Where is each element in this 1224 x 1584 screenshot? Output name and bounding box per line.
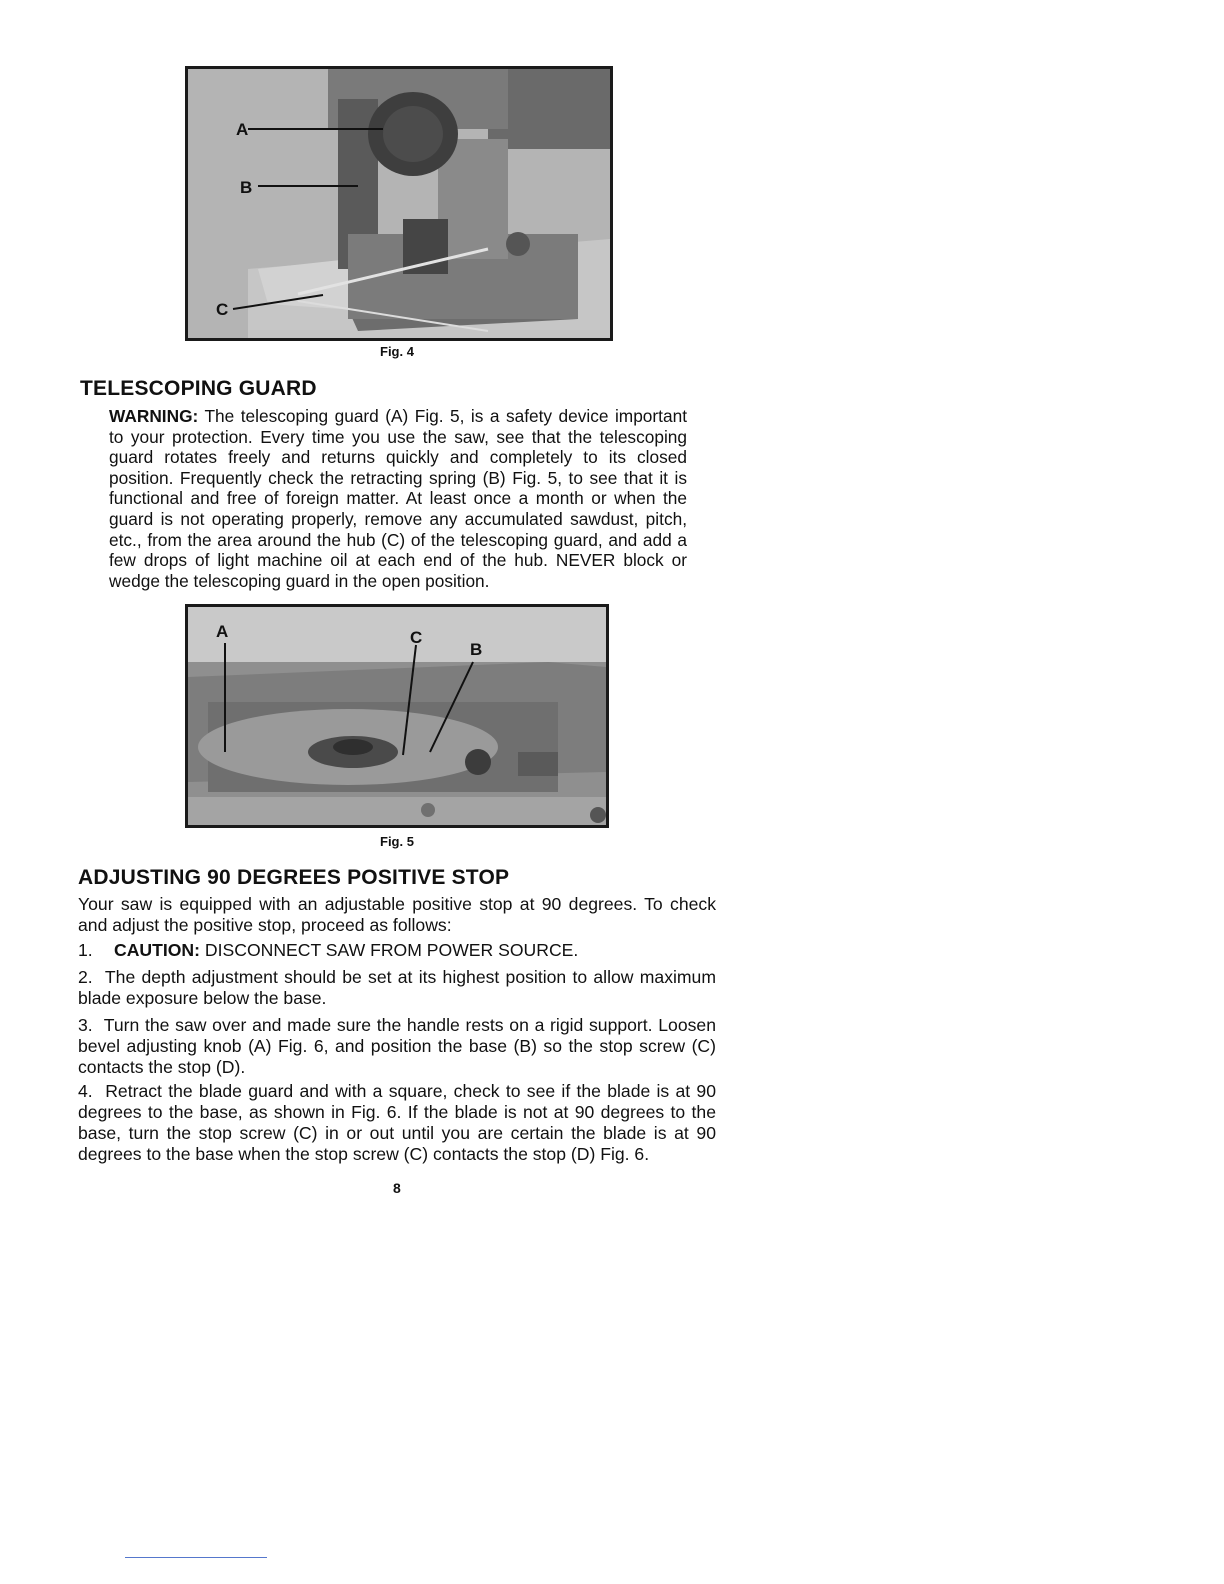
- telescoping-guard-warning: [109, 406, 687, 591]
- figure-4-caption: Fig. 4: [380, 344, 414, 359]
- figure-5-illustration: [188, 607, 606, 825]
- step-4-text: Retract the blade guard and with a square, check to see if the blade is at 90 degrees to the base, as shown in Fig. 6. If the blade is not at 90 degrees to the base, turn the stop screw (C) in or out until you are certain the blade is at 90 degrees to the base when the stop screw (C) contacts the stop (D) Fig. 6.: [78, 1081, 716, 1164]
- step-3-number: 3.: [78, 1015, 93, 1035]
- fig4-callout-c: C: [216, 300, 229, 319]
- fig4-callout-b: B: [240, 178, 253, 197]
- warning-text: The telescoping guard (A) Fig. 5, is a safety device important to your protection. Every time you use the saw, see that the telescoping guard rotates freely and returns quickly and completely to its closed position. Frequently check the retracting spring (B) Fig. 5, to see that it is functional and free of foreign matter. At least once a month or when the guard is not operating properly, remove any accumulated sawdust, pitch, etc., from the area around the hub (C) of the telescoping guard, and add a few drops of light machine oil at each end of the hub. NEVER block or wedge the telescoping guard in the open position.: [109, 406, 687, 591]
- step-4: [78, 1081, 716, 1165]
- figure-4-photo: [185, 66, 613, 341]
- page-number: 8: [393, 1180, 401, 1196]
- fig5-callout-b: B: [470, 640, 483, 659]
- step-3: [78, 1015, 716, 1078]
- fig5-callout-c: C: [410, 628, 423, 647]
- figure-5-photo: [185, 604, 609, 828]
- fig5-callout-a: A: [216, 622, 229, 641]
- step-1-label: CAUTION:: [114, 940, 201, 960]
- step-3-text: Turn the saw over and made sure the handle rests on a rigid support. Loosen bevel adjusting knob (A) Fig. 6, and position the base (B) so the stop screw (C) contacts the stop (D).: [78, 1015, 716, 1077]
- step-1: [78, 940, 716, 961]
- step-4-number: 4.: [78, 1081, 93, 1101]
- step-1-number: 1.: [78, 940, 93, 960]
- step-2: [78, 967, 716, 1009]
- step-1-text: DISCONNECT SAW FROM POWER SOURCE.: [204, 940, 579, 960]
- positive-stop-intro: Your saw is equipped with an adjustable positive stop at 90 degrees. To check and adjust the positive stop, proceed as follows:: [78, 894, 716, 935]
- figure-5-caption: Fig. 5: [380, 834, 414, 849]
- warning-label: WARNING:: [109, 406, 199, 426]
- footer-rule: [125, 1557, 267, 1558]
- step-2-number: 2.: [78, 967, 93, 987]
- step-2-text: The depth adjustment should be set at its highest position to allow maximum blade exposure below the base.: [78, 967, 716, 1008]
- positive-stop-heading: ADJUSTING 90 DEGREES POSITIVE STOP: [78, 866, 510, 889]
- figure-4-illustration: [188, 69, 610, 338]
- fig4-callout-a: A: [236, 120, 249, 139]
- telescoping-guard-heading: TELESCOPING GUARD: [80, 377, 317, 400]
